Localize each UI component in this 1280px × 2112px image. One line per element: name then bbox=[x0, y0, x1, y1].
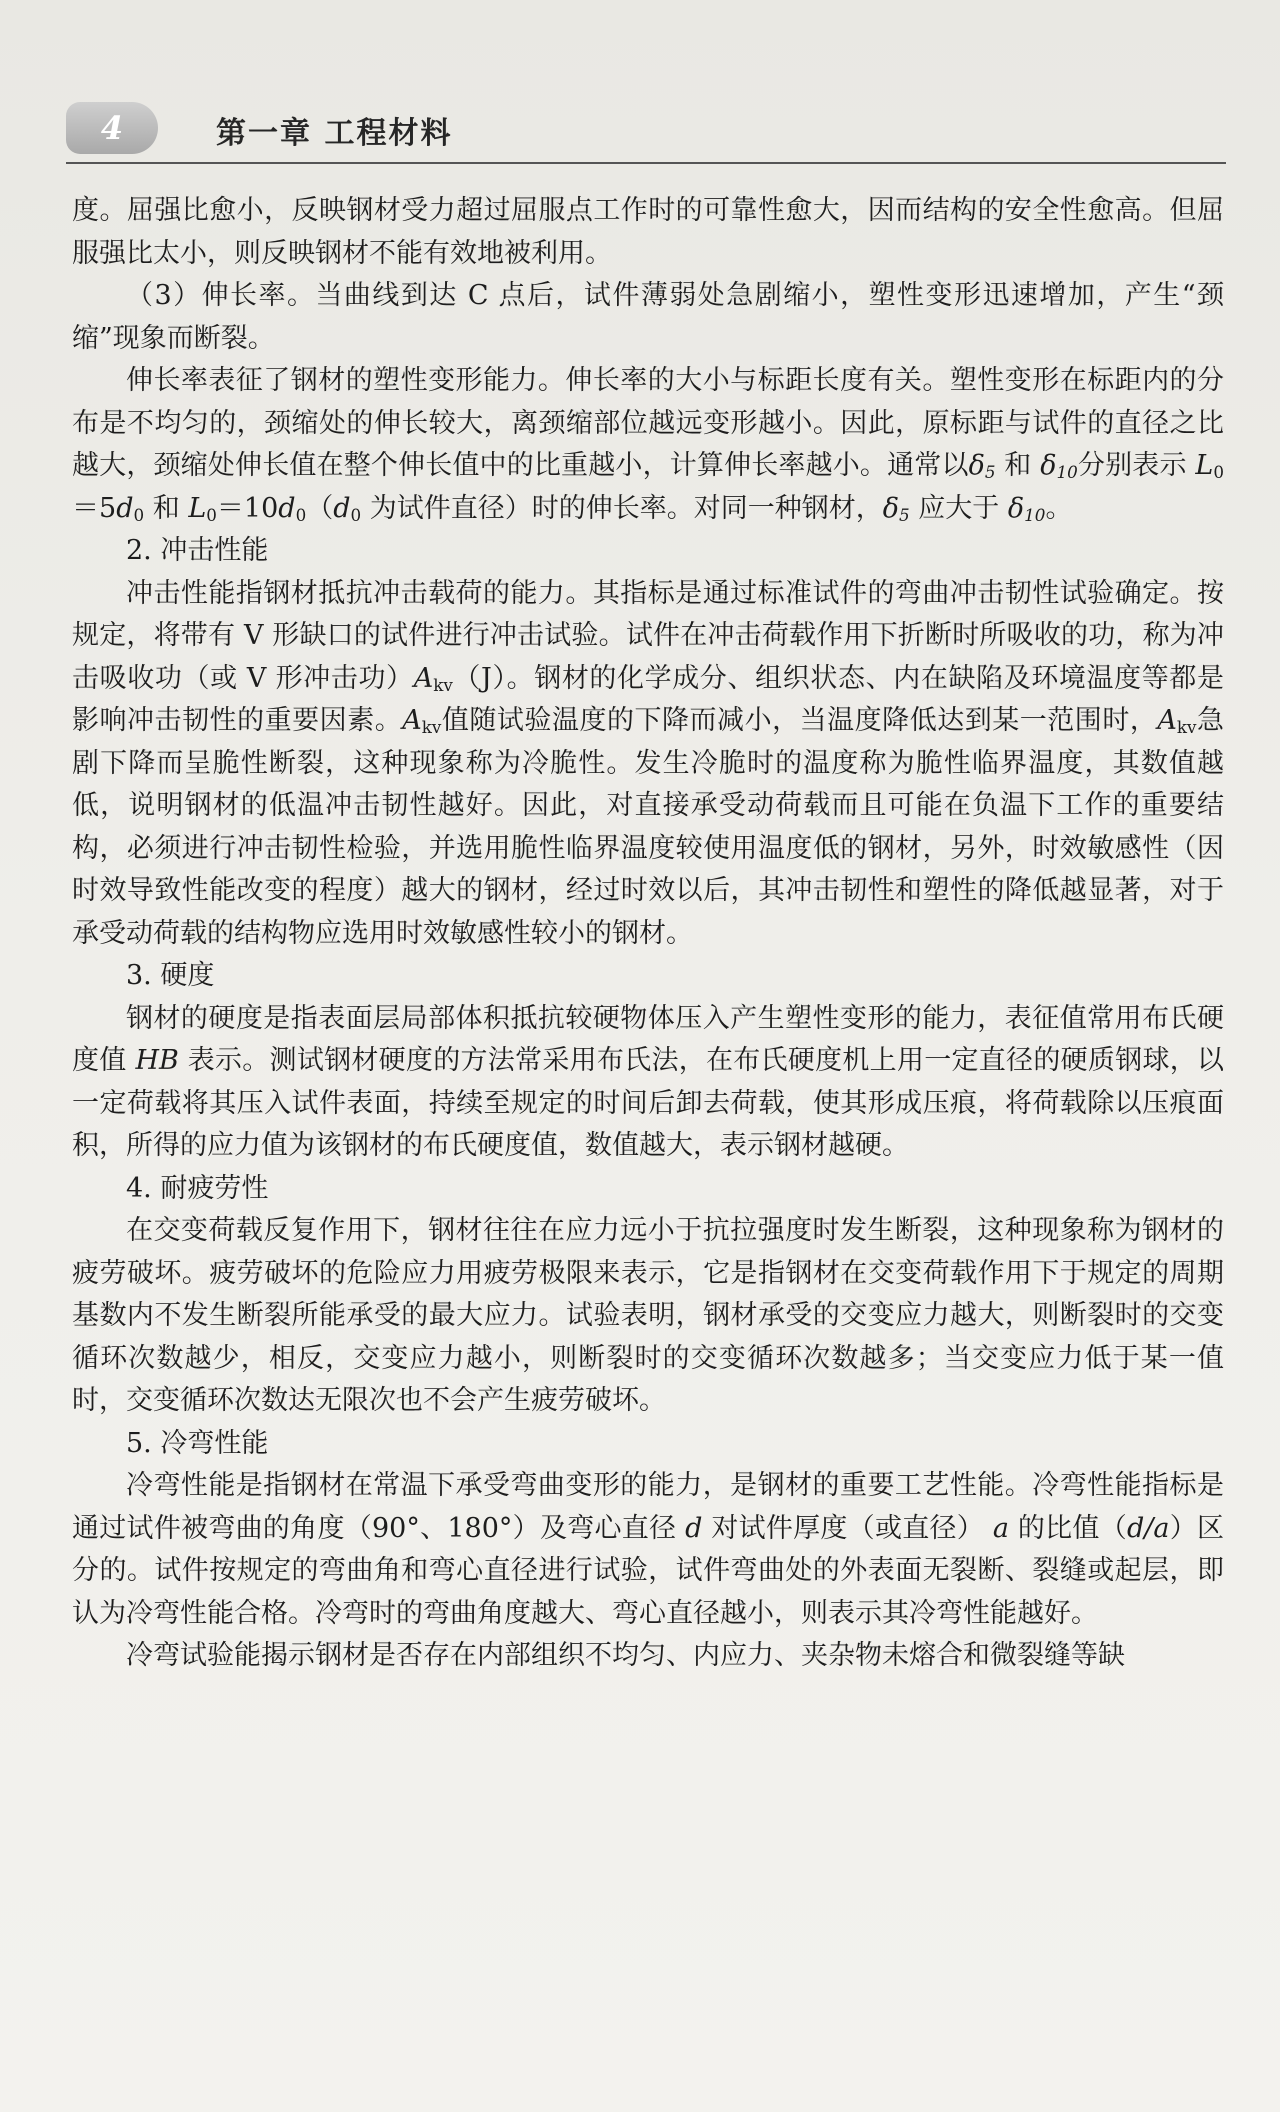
symbol-akv: $A_{kv}$ bbox=[413, 662, 453, 695]
header-rule bbox=[66, 162, 1226, 164]
delta5-symbol: $\delta_5$ bbox=[882, 492, 910, 525]
delta10-symbol: $\delta_{10}$ bbox=[1040, 450, 1078, 483]
symbol-hb: HB bbox=[135, 1045, 179, 1076]
section-heading-hardness: 3. 硬度 bbox=[126, 960, 215, 991]
symbol-d0: $d_0$ bbox=[333, 492, 362, 525]
symbol-akv: $A_{kv}$ bbox=[402, 705, 442, 738]
paragraph-cold-bend-test: 冷弯试验能揭示钢材是否存在内部组织不均匀、内应力、夹杂物未熔合和微裂缝等缺 bbox=[126, 1640, 1125, 1671]
page-header bbox=[66, 102, 1226, 162]
symbol-akv: $A_{kv}$ bbox=[1157, 705, 1197, 738]
symbol-d: d bbox=[685, 1512, 703, 1544]
chapter-title: 第一章 工程材料 bbox=[216, 116, 453, 151]
formula-l0-5d0: $L_0=5d_0$ bbox=[72, 450, 1225, 525]
delta5-symbol: $\delta_5$ bbox=[968, 450, 996, 483]
symbol-a: a bbox=[992, 1512, 1010, 1544]
formula-l0-10d0: $L_0=10d_0$ bbox=[188, 492, 307, 525]
paragraph-cold-bend: 冷弯性能是指钢材在常温下承受弯曲变形的能力，是钢材的重要工艺性能。冷弯性能指标是通过试件被弯曲的角度（90°、180°）及弯心直径 d 对试件厚度（或直径） a 的比值（d/a）区分的。试件按规定的弯曲角和弯心直径进行试验，试件弯曲处的外表面无裂断、裂缝或起层，即认为冷弯性能合格。冷弯时的弯曲角度越大、弯心直径越小，则表示其冷弯性能越好。 bbox=[72, 1470, 1224, 1629]
body-text bbox=[72, 190, 1224, 1678]
paragraph-elongation: 伸长率表征了钢材的塑性变形能力。伸长率的大小与标距长度有关。塑性变形在标距内的分布是不均匀的，颈缩处的伸长较大，离颈缩部位越远变形越小。因此，原标距与试件的直径之比越大，颈缩处伸长值在整个伸长值中的比重越小，计算伸长率越小。通常以$\delta_5$ 和 $\delta_{10}$分别表示 $L_0=5d_0$ 和 $L_0=10d_0(d_0$ 为试件直径）时的伸长率。对同一种钢材，$\delta_5$ 应大于 $\delta_{10}$。 bbox=[72, 365, 1225, 525]
paragraph-elongation-definition: （3）伸长率。当曲线到达 C 点后，试件薄弱处急剧缩小，塑性变形迅速增加，产生“颈缩”现象而断裂。 bbox=[72, 280, 1224, 354]
section-heading-cold-bend: 5. 冷弯性能 bbox=[126, 1427, 269, 1459]
paragraph-hardness: 钢材的硬度是指表面层局部体积抵抗较硬物体压入产生塑性变形的能力，表征值常用布氏硬度值 HB 表示。测试钢材硬度的方法常采用布氏法，在布氏硬度机上用一定直径的硬质钢球，以一定荷载将其压入试件表面，持续至规定的时间后卸去荷载，使其形成压痕，将荷载除以压痕面积，所得的应力值为该钢材的布氏硬度值，数值越大，表示钢材越硬。 bbox=[72, 1002, 1225, 1161]
paragraph-impact: 冲击性能指钢材抵抗冲击载荷的能力。其指标是通过标准试件的弯曲冲击韧性试验确定。按规定，将带有 V 形缺口的试件进行冲击试验。试件在冲击荷载作用下折断时所吸收的功，称为冲击吸收功（或 V 形冲击功）$A_{kv}(J)$。钢材的化学成分、组织状态、内在缺陷及环境温度等都是影响冲击韧性的重要因素。$A_{kv}$值随试验温度的下降而减小，当温度降低达到某一范围时，$A_{kv}$急剧下降而呈脆性断裂，这种现象称为冷脆性。发生冷脆时的温度称为脆性临界温度，其数值越低，说明钢材的低温冲击韧性越好。因此，对直接承受动荷载而且可能在负温下工作的重要结构，必须进行冲击韧性检验，并选用脆性临界温度较使用温度低的钢材，另外，时效敏感性（因时效导致性能改变的程度）越大的钢材，经过时效以后，其冲击韧性和塑性的降低越显著，对于承受动荷载的结构物应选用时效敏感性较小的钢材。 bbox=[72, 577, 1225, 949]
section-heading-fatigue: 4. 耐疲劳性 bbox=[126, 1172, 269, 1204]
symbol-d-over-a: d/a bbox=[1126, 1512, 1170, 1544]
paragraph-fatigue: 在交变荷载反复作用下，钢材往往在应力远小于抗拉强度时发生断裂，这种现象称为钢材的疲劳破坏。疲劳破坏的危险应力用疲劳极限来表示，它是指钢材在交变荷载作用下于规定的周期基数内不发生断裂所能承受的最大应力。试验表明，钢材承受的交变应力越大，则断裂时的交变循环次数越少，相反，交变应力越小，则断裂时的交变循环次数越多；当交变应力低于某一值时，交变循环次数达无限次也不会产生疲劳破坏。 bbox=[72, 1215, 1224, 1416]
page-number-badge: 4 bbox=[66, 102, 158, 154]
paragraph-yield-ratio-continued: 度。屈强比愈小，反映钢材受力超过屈服点工作时的可靠性愈大，因而结构的安全性愈高。但屈服强比太小，则反映钢材不能有效地被利用。 bbox=[72, 195, 1224, 269]
delta10-symbol: $\delta_{10}$ bbox=[1007, 492, 1046, 525]
section-heading-impact: 2. 冲击性能 bbox=[126, 535, 269, 566]
